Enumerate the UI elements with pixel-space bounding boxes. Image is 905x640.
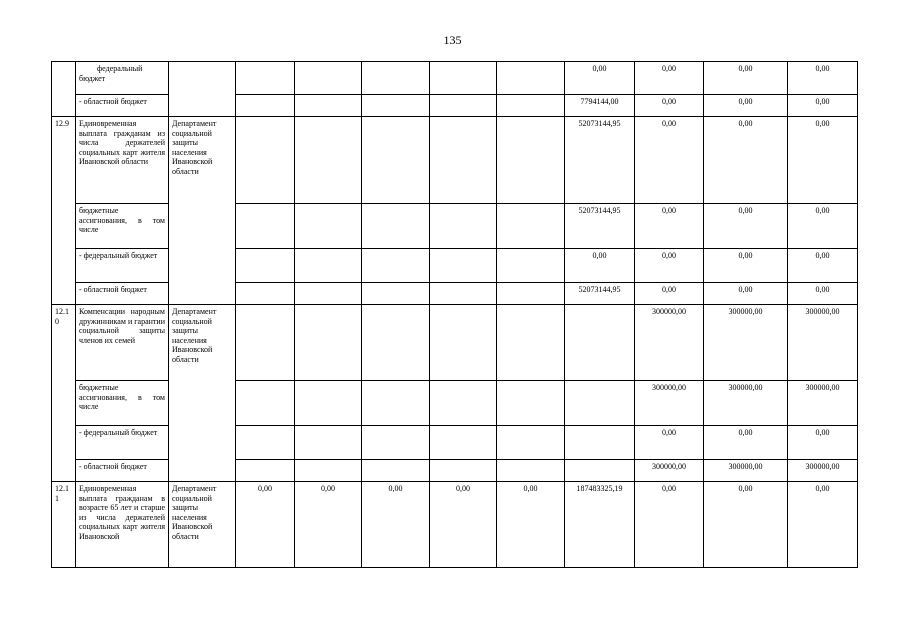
value-cell: 300000,00 <box>788 381 858 426</box>
value-cell <box>362 95 430 117</box>
value-cell <box>430 117 497 204</box>
table-row <box>52 62 858 95</box>
value-cell <box>236 249 295 283</box>
value-cell: 0,00 <box>704 62 788 95</box>
value-cell <box>430 249 497 283</box>
row-code: 12.9 <box>52 117 76 305</box>
value-cell: 0,00 <box>704 117 788 204</box>
value-cell <box>295 204 362 249</box>
value-cell: 7794144,00 <box>565 95 635 117</box>
value-cell: 0,00 <box>704 482 788 568</box>
value-cell <box>236 426 295 460</box>
value-cell <box>430 283 497 305</box>
value-cell: 0,00 <box>635 62 704 95</box>
value-cell <box>295 62 362 95</box>
value-cell <box>497 460 565 482</box>
value-cell <box>236 204 295 249</box>
value-cell: 0,00 <box>788 249 858 283</box>
value-cell <box>430 62 497 95</box>
value-cell <box>430 95 497 117</box>
value-cell <box>362 249 430 283</box>
measure-name: Компенсации народным дружинникам и гарантии социальной защиты членов их семей <box>76 305 169 381</box>
value-cell: 0,00 <box>635 95 704 117</box>
value-cell: 52073144,95 <box>565 283 635 305</box>
value-cell <box>497 381 565 426</box>
value-cell: 300000,00 <box>635 381 704 426</box>
value-cell <box>362 460 430 482</box>
value-cell: 0,00 <box>565 62 635 95</box>
funding-source: бюджетные ассигнования, в том числе <box>76 381 169 426</box>
executor: Департамент социальной защиты населения Ивановской области <box>169 482 236 568</box>
value-cell: 300000,00 <box>788 460 858 482</box>
value-cell <box>565 381 635 426</box>
measure-name: Единовременная выплата гражданам из числа держателей социальных карт жителя Ивановской области <box>76 117 169 204</box>
funding-source: - федеральный бюджет <box>76 249 169 283</box>
value-cell: 0,00 <box>788 426 858 460</box>
value-cell <box>497 249 565 283</box>
value-cell: 300000,00 <box>635 305 704 381</box>
value-cell: 0,00 <box>788 204 858 249</box>
value-cell <box>497 62 565 95</box>
value-cell <box>295 283 362 305</box>
value-cell: 0,00 <box>704 283 788 305</box>
value-cell <box>430 305 497 381</box>
funding-source: федеральный бюджет <box>76 62 169 95</box>
value-cell <box>362 204 430 249</box>
value-cell <box>236 283 295 305</box>
value-cell <box>295 305 362 381</box>
value-cell <box>430 381 497 426</box>
value-cell: 300000,00 <box>704 460 788 482</box>
value-cell <box>497 426 565 460</box>
executor: Департамент социальной защиты населения Ивановской области <box>169 305 236 482</box>
funding-source: бюджетные ассигнования, в том числе <box>76 204 169 249</box>
executor: Департамент социальной защиты населения Ивановской области <box>169 117 236 305</box>
value-cell <box>430 460 497 482</box>
value-cell <box>362 62 430 95</box>
value-cell: 0,00 <box>704 426 788 460</box>
value-cell: 0,00 <box>295 482 362 568</box>
value-cell: 0,00 <box>788 95 858 117</box>
value-cell: 0,00 <box>635 204 704 249</box>
value-cell <box>236 95 295 117</box>
table-row <box>52 482 858 568</box>
value-cell: 0,00 <box>565 249 635 283</box>
executor <box>169 62 236 117</box>
value-cell: 300000,00 <box>704 305 788 381</box>
value-cell <box>295 117 362 204</box>
table-row <box>52 305 858 381</box>
value-cell <box>362 283 430 305</box>
measure-name: Единовременная выплата гражданам в возрасте 65 лет и старше из числа держателей социальных карт жителя Ивановской <box>76 482 169 568</box>
funding-source: - областной бюджет <box>76 460 169 482</box>
value-cell <box>295 95 362 117</box>
row-code: 12.1 0 <box>52 305 76 482</box>
value-cell: 0,00 <box>704 204 788 249</box>
value-cell <box>236 381 295 426</box>
value-cell: 0,00 <box>788 117 858 204</box>
value-cell <box>430 426 497 460</box>
value-cell: 0,00 <box>362 482 430 568</box>
value-cell <box>236 305 295 381</box>
value-cell <box>565 305 635 381</box>
table-row <box>52 117 858 204</box>
value-cell: 52073144,95 <box>565 117 635 204</box>
row-code: 12.1 1 <box>52 482 76 568</box>
value-cell: 300000,00 <box>635 460 704 482</box>
value-cell <box>565 460 635 482</box>
value-cell <box>497 95 565 117</box>
value-cell <box>497 283 565 305</box>
value-cell: 0,00 <box>704 249 788 283</box>
value-cell <box>565 426 635 460</box>
funding-source: - областной бюджет <box>76 283 169 305</box>
value-cell <box>236 460 295 482</box>
value-cell: 0,00 <box>635 117 704 204</box>
value-cell <box>497 117 565 204</box>
value-cell: 0,00 <box>635 283 704 305</box>
funding-source: - областной бюджет <box>76 95 169 117</box>
value-cell <box>236 117 295 204</box>
value-cell <box>362 305 430 381</box>
budget-table <box>51 61 858 568</box>
value-cell: 0,00 <box>497 482 565 568</box>
value-cell <box>497 305 565 381</box>
value-cell: 0,00 <box>635 426 704 460</box>
value-cell: 0,00 <box>236 482 295 568</box>
page-number: 135 <box>443 33 462 47</box>
value-cell <box>295 426 362 460</box>
value-cell: 187483325,19 <box>565 482 635 568</box>
value-cell: 0,00 <box>788 283 858 305</box>
value-cell <box>295 381 362 426</box>
value-cell: 300000,00 <box>704 381 788 426</box>
value-cell <box>295 460 362 482</box>
value-cell: 0,00 <box>704 95 788 117</box>
value-cell <box>362 117 430 204</box>
value-cell <box>362 381 430 426</box>
value-cell: 0,00 <box>635 249 704 283</box>
value-cell: 0,00 <box>788 482 858 568</box>
value-cell: 52073144,95 <box>565 204 635 249</box>
value-cell: 0,00 <box>788 62 858 95</box>
value-cell <box>497 204 565 249</box>
value-cell: 0,00 <box>430 482 497 568</box>
value-cell <box>236 62 295 95</box>
row-code <box>52 62 76 117</box>
value-cell <box>295 249 362 283</box>
value-cell: 300000,00 <box>788 305 858 381</box>
funding-source: - федеральный бюджет <box>76 426 169 460</box>
value-cell <box>430 204 497 249</box>
value-cell <box>362 426 430 460</box>
value-cell: 0,00 <box>635 482 704 568</box>
